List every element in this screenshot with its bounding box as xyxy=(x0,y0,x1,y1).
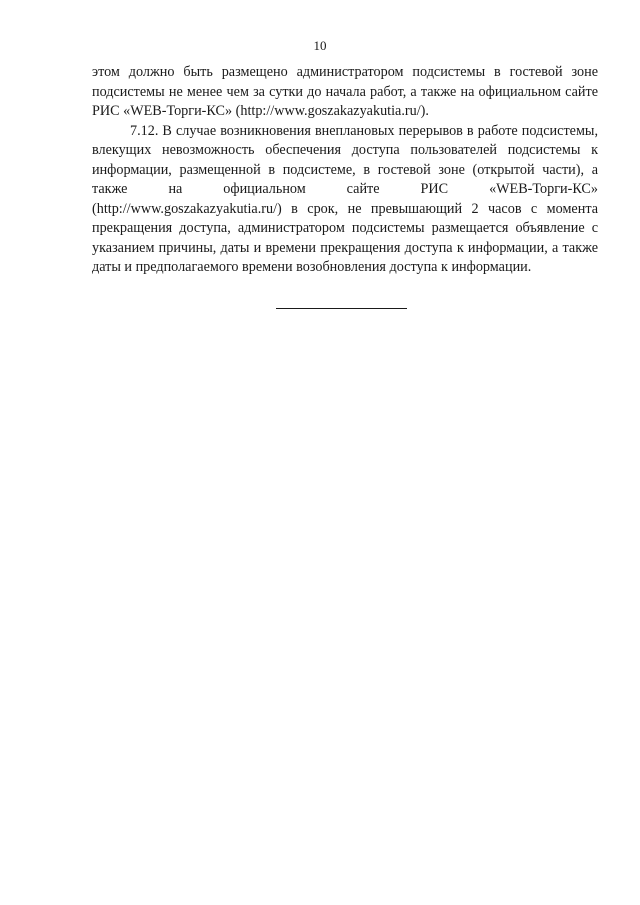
page-number: 10 xyxy=(313,38,327,53)
paragraph-continuation: этом должно быть размещено администратором подсистемы в гостевой зоне подсистемы не менее чем за сутки до начала работ, а также на официальном сайте РИС «WEB-Торги-КС» (http://www.goszakazyakutia.ru/). xyxy=(92,64,598,119)
paragraph-7-12: 7.12. В случае возникновения внеплановых перерывов в работе подсистемы, влекущих невозможность обеспечения доступа пользователей подсистемы к информации, размещенной в подсистеме, в гостевой зоне (открытой части), а также на официальном сайте РИС «WEB-Торги-КС» (http://www.goszakazyakutia.ru/) в срок, не превышающий 2 часов с момента прекращения доступа, администратором подсистемы размещается объявление с указанием причины, даты и времени прекращения доступа к информации, а также даты и предполагаемого времени возобновления доступа к информации. xyxy=(92,122,598,275)
end-of-document-rule xyxy=(276,308,407,309)
document-body xyxy=(92,63,598,278)
